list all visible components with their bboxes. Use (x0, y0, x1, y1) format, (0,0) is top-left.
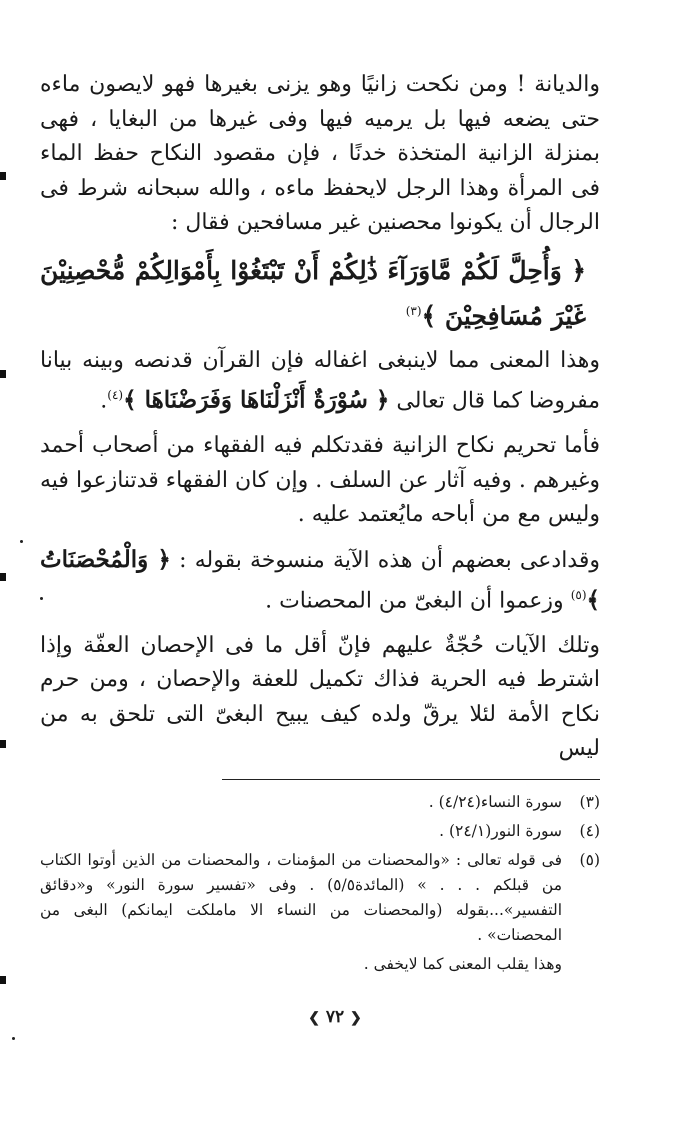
quran-verse-2: ﴿ سُوْرَةٌ أَنْزَلْنَاهَا وَفَرَضْنَاهَا ﴾ (123, 386, 390, 414)
footnote-3 (40, 790, 600, 815)
scan-edge-mark-icon (0, 976, 6, 984)
scan-speck-icon (40, 597, 43, 600)
paragraph-4-end: وزعموا أن البغىّ من المحصنات . (265, 588, 564, 614)
scan-speck-icon (20, 540, 23, 543)
paragraph-4-text: وقدادعى بعضهم أن هذه الآية منسوخة بقوله : (179, 547, 600, 573)
footnotes (40, 790, 600, 977)
paragraph-3: فأما تحريم نكاح الزانية فقدتكلم فيه الفقهاء من أصحاب أحمد وغيرهم . وفيه آثار عن السلف . وإن كان الفقهاء قدتنازعوا فيه وليس مع من أباحه مايُعتمد عليه . (40, 433, 600, 528)
paragraph-1: والديانة ! ومن نكحت زانيًا وهو يزنى بغيرها فهو لايصون ماءه حتى يضعه فيها بل يرميه فيها وفى غيرها من البغايا ، فهى بمنزلة الزانية المتخذة خدنًا ، فإن مقصود النكاح حفظ الماء فى المرأة وهذا الرجل لايحفظ ماءه ، والله سبحانه شرط فى الرجال أن يكونوا محصنين غير مسافحين فقال : (40, 72, 600, 235)
footnote-continuation: وهذا يقلب المعنى كما لايخفى . (363, 955, 562, 973)
paragraph-2 (40, 344, 600, 419)
footnote-ref-4: (٤) (107, 388, 124, 403)
ornament-left-icon: ❯ (308, 1010, 320, 1026)
scan-edge-mark-icon (0, 370, 6, 378)
page-number-value: ٧٢ (325, 1007, 345, 1027)
scan-edge-mark-icon (0, 740, 6, 748)
scan-speck-icon (12, 1037, 15, 1040)
main-text (40, 68, 600, 777)
paragraph-2-text: وهذا المعنى مما لاينبغى اغفاله فإن القرآن قدنصه وبينه بيانا مفروضا كما قال تعالى (40, 347, 600, 414)
footnote-text: فى قوله تعالى : «والمحصنات من المؤمنات ، والمحصنات من الذين أوتوا الكتاب من قبلكم . . . » (المائدة٥/٥) . وفى «تفسير سورة النور» و«دقائق التفسير»...بقوله (والمحصنات من النساء الا ماملكت ايمانكم) البغى من المحصنات» . (40, 851, 562, 944)
footnote-text: سورة النور(٢٤/١) . (439, 822, 562, 840)
footnote-ref-3: (٣) (405, 303, 422, 318)
quran-verse-1 (40, 251, 600, 336)
footnote-ref-5: (٥) (570, 588, 587, 603)
quran-verse-3: ﴿ وَالْمُحْصَنَاتُ ﴾ (40, 545, 600, 614)
footnote-4 (40, 819, 600, 844)
paragraph-5: وتلك الآيات حُجّةٌ عليهم فإنّ أقل ما فى الإحصان العفّة وإذا اشترط فيه الحرية فذاك تكميل للعفة والإحصان ، ومن حرم نكاح الأمة لئلا يرقّ ولده كيف يبيح البغىّ التى تلحق به من ليس (40, 632, 600, 762)
footnote-text: سورة النساء(٤/٢٤) . (428, 793, 562, 811)
footnote-number: (٥) (579, 851, 600, 869)
paragraph-4 (40, 543, 600, 619)
footnote-divider (222, 779, 600, 780)
quran-verse-1-text: ﴿ وَأُحِلَّ لَكُمْ مَّاوَرَآءَ ذَٰلِكُمْ أَنْ تَبْتَغُوْا بِأَمْوَالِكُمْ مُّحْصِنِيْنَ غَيْرَ مُسَافِحِيْنَ ﴾ (40, 255, 586, 330)
ornament-right-icon: ❮ (350, 1010, 362, 1026)
scan-edge-mark-icon (0, 573, 6, 581)
scan-edge-mark-icon (0, 172, 6, 180)
footnote-5 (40, 848, 600, 948)
paragraph-2-end: . (100, 388, 108, 414)
footnote-number: (٤) (579, 822, 600, 840)
page-number (300, 1004, 370, 1030)
footnote-number: (٣) (579, 793, 600, 811)
